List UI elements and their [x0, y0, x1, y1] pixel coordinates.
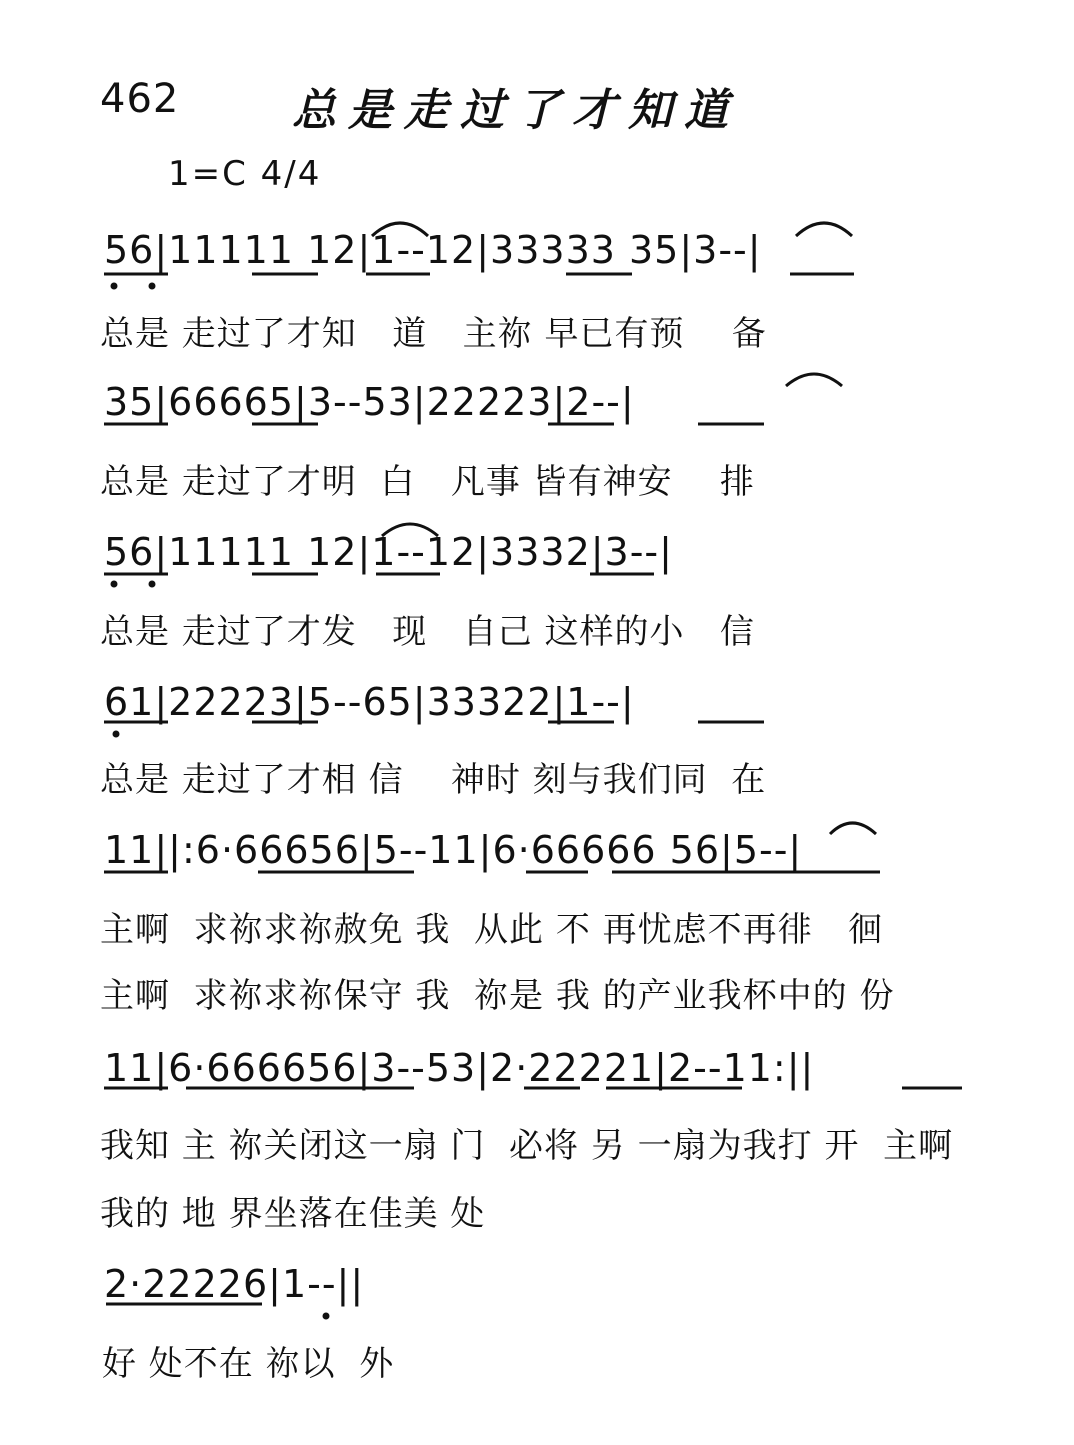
notation-line-3: 56|11111 12|1--12|3332|3--| — [104, 530, 673, 574]
notation-line-5: 11||:6·66656|5--11|6·66666 56|5--| — [104, 828, 803, 872]
lyrics-line-6-verse-1: 我知 主 祢关闭这一扇 门 必将 另 一扇为我打 开 主啊 — [100, 1126, 954, 1166]
song-title: 总是走过了才知道 — [292, 85, 740, 136]
lyrics-line-7: 好 处不在 祢以 外 — [102, 1344, 395, 1384]
notation-line-7: 2·22226|1--|| — [104, 1262, 365, 1306]
song-number: 462 — [100, 76, 180, 122]
notation-line-6: 11|6·666656|3--53|2·22221|2--11:|| — [104, 1046, 815, 1090]
lyrics-line-5-verse-2: 主啊 求祢求祢保守 我 祢是 我 的产业我杯中的 份 — [100, 976, 895, 1016]
key-signature: 1=C 4/4 — [168, 154, 322, 194]
notation-line-1: 56|11111 12|1--12|33333 35|3--| — [104, 228, 762, 272]
lyrics-line-6-verse-2: 我的 地 界坐落在佳美 处 — [100, 1194, 486, 1234]
lyrics-line-1: 总是 走过了才知 道 主祢 早已有预 备 — [100, 314, 767, 354]
lyrics-line-3: 总是 走过了才发 现 自己 这样的小 信 — [100, 612, 755, 652]
notation-line-2: 35|66665|3--53|22223|2--| — [104, 380, 635, 424]
notation-line-4: 61|22223|5--65|33322|1--| — [104, 680, 635, 724]
lyrics-line-2: 总是 走过了才明 白 凡事 皆有神安 排 — [100, 462, 755, 502]
lyrics-line-4: 总是 走过了才相 信 神时 刻与我们同 在 — [100, 760, 767, 800]
lyrics-line-5-verse-1: 主啊 求祢求祢赦免 我 从此 不 再忧虑不再徘 徊 — [100, 910, 884, 950]
